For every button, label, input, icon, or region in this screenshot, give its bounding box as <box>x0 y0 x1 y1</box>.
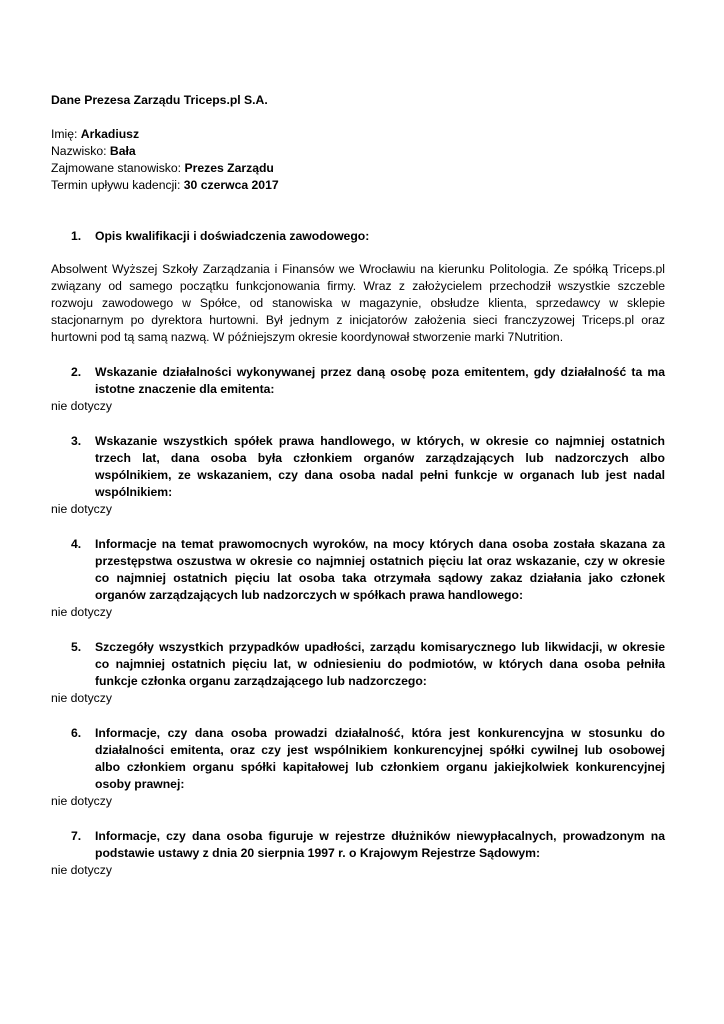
section-heading-text: Informacje, czy dana osoba figuruje w rejestrze dłużników niewypłacalnych, prowadzonym na podstawie ustawy z dnia 20 sierpnia 1997 r. o Krajowym Rejestrze Sądowym: <box>95 829 665 860</box>
person-info <box>51 126 665 194</box>
section-number: 7. <box>71 829 82 843</box>
section-1 <box>51 228 665 346</box>
section-number: 6. <box>71 726 82 740</box>
section-number: 1. <box>71 229 82 243</box>
section-heading <box>51 639 665 690</box>
section-heading-text: Informacje, czy dana osoba prowadzi działalność, która jest konkurencyjna w stosunku do działalności emitenta, oraz czy jest wspólnikiem konkurencyjnej spółki cywilnej lub osobowej albo członkiem organu spółki kapitałowej lub członkiem organu jakiejkolwiek konkurencyjnej osoby prawnej: <box>95 726 665 791</box>
section-7 <box>51 828 665 879</box>
section-4 <box>51 536 665 621</box>
section-number: 3. <box>71 434 82 448</box>
section-answer: nie dotyczy <box>51 502 112 516</box>
info-label: Nazwisko: <box>51 144 110 158</box>
info-position <box>51 160 665 177</box>
section-answer: nie dotyczy <box>51 794 112 808</box>
info-label: Zajmowane stanowisko: <box>51 161 185 175</box>
section-5 <box>51 639 665 707</box>
section-heading <box>51 828 665 862</box>
section-3 <box>51 433 665 518</box>
info-label: Imię: <box>51 127 81 141</box>
section-answer: nie dotyczy <box>51 605 112 619</box>
section-2 <box>51 364 665 415</box>
info-first-name <box>51 126 665 143</box>
section-heading-text: Wskazanie wszystkich spółek prawa handlowego, w których, w okresie co najmniej ostatnich trzech lat, dana osoba była członkiem organów zarządzających lub nadzorczych albo wspólnikiem, ze wskazaniem, czy dana osoba nadal pełni funkcje w organach lub jest nadal wspólnikiem: <box>95 434 665 499</box>
info-value: Arkadiusz <box>80 127 140 141</box>
info-value: Bała <box>109 144 136 158</box>
info-value: Prezes Zarządu <box>184 161 274 175</box>
section-heading <box>51 725 665 793</box>
section-number: 4. <box>71 537 82 551</box>
section-answer: nie dotyczy <box>51 399 112 413</box>
section-6 <box>51 725 665 810</box>
section-answer: nie dotyczy <box>51 691 112 705</box>
section-heading <box>51 433 665 501</box>
section-answer: nie dotyczy <box>51 863 112 877</box>
section-heading <box>51 536 665 604</box>
info-last-name <box>51 143 665 160</box>
info-term-end <box>51 177 665 194</box>
section-number: 5. <box>71 640 82 654</box>
section-heading-text: Wskazanie działalności wykonywanej przez daną osobę poza emitentem, gdy działalność ta ma istotne znaczenie dla emitenta: <box>95 365 665 396</box>
document-title: Dane Prezesa Zarządu Triceps.pl S.A. <box>51 93 268 107</box>
section-heading-text: Opis kwalifikacji i doświadczenia zawodowego: <box>95 229 370 243</box>
section-heading <box>51 364 665 398</box>
section-number: 2. <box>71 365 82 379</box>
info-value: 30 czerwca 2017 <box>183 178 279 192</box>
document-content <box>51 92 665 879</box>
info-label: Termin upływu kadencji: <box>51 178 184 192</box>
section-heading-text: Informacje na temat prawomocnych wyroków, na mocy których dana osoba została skazana za przestępstwa oszustwa w okresie co najmniej ostatnich pięciu lat oraz wskazanie, czy w okresie co najmniej ostatnich pięciu lat osoba taka otrzymała sądowy zakaz działania jako członek organów zarządzających lub nadzorczych w spółkach prawa handlowego: <box>95 537 665 602</box>
section-paragraph: Absolwent Wyższej Szkoły Zarządzania i Finansów we Wrocławiu na kierunku Politologia. Ze spółką Triceps.pl związany od samego początku funkcjonowania firmy. Wraz z założycielem przechodził wszystkie szczeble rozwoju zawodowego w Spółce, od stanowiska w magazynie, obsłudze klienta, sprzedawcy w sklepie stacjonarnym po dyrektora hurtowni. Był jednym z inicjatorów założenia sieci franczyzowej Triceps.pl oraz hurtowni pod tą samą nazwą. W późniejszym okresie koordynował stworzenie marki 7Nutrition. <box>51 262 665 344</box>
section-heading <box>51 228 665 245</box>
section-heading-text: Szczegóły wszystkich przypadków upadłości, zarządu komisarycznego lub likwidacji, w okresie co najmniej ostatnich pięciu lat, w odniesieniu do podmiotów, w których dana osoba pełniła funkcje członka organu zarządzającego lub nadzorczego: <box>95 640 665 688</box>
